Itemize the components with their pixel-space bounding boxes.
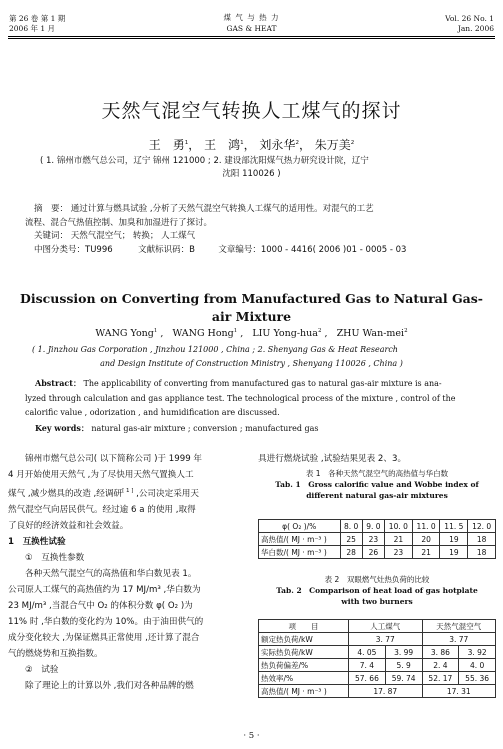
affiliation-en-line: ( 1. Jinzhou Gas Corporation , Jinzhou 121000 , China ; 2. Shenyang Gas & Heat Research [32,345,398,354]
table-header-cell: 8. 0 [340,520,362,533]
author-name-en: ZHU Wan-mei [336,328,405,340]
table-cell: 3. 77 [422,633,496,646]
table2-caption-en: with two burners [341,597,413,606]
author-affil-mark: 1 [184,140,189,146]
table-cell: 3. 77 [349,633,422,646]
body-right-column [258,451,496,467]
body-line [8,483,248,502]
author-separator: ， [188,138,201,152]
keywords-en: natural gas-air mixture ; conversion ; manufactured gas [91,423,319,433]
table-cell: 20 [412,533,440,546]
header-date-cn: 2006 年 1 月 [9,24,56,33]
table-cell: 19 [440,546,468,559]
table1 [258,519,496,559]
affiliation-cn-line: 沈阳 110026 ) [222,169,281,179]
table-cell: 5. 9 [385,659,422,672]
table-cell: 4. 05 [349,646,386,659]
author-affil-mark: 2 [350,140,355,146]
table-cell: 3. 92 [459,646,496,659]
keywords-cn-label: 关键词： [34,231,69,241]
table-cell: 7. 4 [349,659,386,672]
title-en-line: air Mixture [211,309,292,324]
table2-caption-en: Tab. 2 Comparison of heat load of gas hotplate [276,586,478,595]
table-row [259,659,496,672]
table-cell: 21 [384,533,412,546]
author-affil-mark: 2 [295,140,299,146]
author-name: 刘永华 [259,138,296,152]
author-affil-mark: 1 [153,328,158,334]
table-header-cell: 11. 5 [440,520,468,533]
body-line: 除了理论上的计算以外 ,我们对各种品牌的燃 [25,680,194,691]
table-row [259,646,496,659]
table-row [259,685,496,698]
table1-caption-en: different natural gas-air mixtures [306,491,448,500]
author-separator: ， [298,138,311,152]
table-cell: 4. 0 [459,659,496,672]
body-line: 4 月开始使用天然气 ,为了尽快用天然气置换人工 [8,470,194,480]
authors-cn [0,136,503,153]
table-row-label: 华白数/( MJ · m⁻³ ) [259,546,341,559]
header-journal-cn: 煤 气 与 热 力 [223,13,280,22]
table-cell: 3. 99 [385,646,422,659]
table2-caption [258,574,496,607]
table-cell: 55. 36 [459,672,496,685]
clc-value: TU996 [85,244,113,255]
page-number: · 5 · [243,731,260,741]
doc-code-value: B [189,244,195,255]
table-cell: 28 [340,546,362,559]
table-cell: 18 [468,546,496,559]
body-line: 锦州市燃气总公司( 以下简称公司 )于 1999 年 [25,454,203,464]
table-row-label: 实际热负荷/kW [259,646,349,659]
header-journal-en: GAS & HEAT [226,24,277,33]
table-cell: 25 [340,533,362,546]
table-row [259,546,496,559]
table-header-cell: 10. 0 [384,520,412,533]
table-row-label: 额定热负荷/kW [259,633,349,646]
body-text: 煤气 ,减少燃具的改造 ,经调研 [8,488,123,499]
affiliation-cn-line: ( 1. 锦州市燃气总公司，辽宁 锦州 121000 ; 2. 建设部沈阳煤气热力研究设计院，辽宁 [40,156,369,166]
body-line: 23 MJ/m³ ,当混合气中 O₂ 的体积分数 φ( O₂ )为 [8,600,193,611]
author-name: 王 勇 [148,138,185,152]
author-affil-mark: 2 [404,328,408,334]
table2 [258,619,496,698]
abstract-en-text-cont: calorific value , odorization , and humidification are discussed. [25,408,280,417]
abstract-cn-text-cont: 流程、混合气热值控制、加臭和加湿进行了探讨。 [25,217,213,228]
author-affil-mark: 1 [240,140,244,146]
article-title-en [0,290,503,326]
author-name: 王 鸿 [204,138,241,152]
table-row-label: 高热值/( MJ · m⁻³ ) [259,533,341,546]
title-en-line: Discussion on Converting from Manufactured Gas to Natural Gas- [20,291,483,306]
table-header-cell: 项 目 [259,620,349,633]
abstract-cn-label: 摘 要： [34,204,69,214]
header-volume: 第 26 卷 第 1 期 [9,14,66,23]
body-left-column [8,451,248,694]
table-row-label: 热效率/% [259,672,349,685]
keywords-en-label: Key words： [35,422,89,433]
table-header-cell: 天然气混空气 [422,620,496,633]
body-line: 气的燃烧势和互换指数。 [8,648,103,659]
table-cell: 57. 66 [349,672,386,685]
table-cell: 23 [362,533,384,546]
table-cell: 52. 17 [422,672,459,685]
table-row [259,533,496,546]
table-header-row [259,520,496,533]
author-affil-mark: 2 [317,328,322,334]
affiliation-en-line: and Design Institute of Construction Ministry , Shenyang 110026 , China ) [100,359,403,368]
article-no-label: 文章编号： [218,244,261,255]
table1-caption-en: Tab. 1 Gross calorific value and Wobbe index of [275,480,479,489]
abstract-en [25,376,490,436]
body-line: 具进行燃烧试验 ,试验结果见表 2、3。 [258,454,407,464]
authors-en: WANG Yong$^1$ , WANG Hong$^1$ , LIU Yong-hua$^2$ , ZHU Wan-mei$^2$ [95,328,408,340]
article-title-cn: 天然气混空气转换人工煤气的探讨 [101,100,402,122]
table-cell: 2. 4 [422,659,459,672]
table-cell: 21 [412,546,440,559]
header-volume-en: Vol. 26 No. 1 [445,14,494,23]
table2-caption-cn: 表 2 双眼燃气灶热负荷的比较 [324,575,430,584]
abstract-en-label: Abstract： [35,378,81,388]
body-line: 了良好的经济效益和社会效益。 [8,520,129,531]
body-line: 然气混空气向居民供气。经过逾 6 a 的使用 ,取得 [8,504,196,515]
author-separator: ， [243,138,256,152]
table-cell: 17. 87 [349,685,422,698]
body-line: 成分变化较大 ,为保证燃具正常使用 ,还计算了混合 [8,632,200,643]
abstract-cn [25,203,485,257]
header-rule-double [8,38,495,39]
table-header-cell: 12. 0 [468,520,496,533]
table-header-row [259,620,496,633]
abstract-en-text-cont: lyzed through calculation and gas appliance test. The technological process of the mixture , control of the [25,393,456,403]
subsection-heading: ① 互换性参数 [25,552,85,563]
table-cell: 17. 31 [422,685,496,698]
header-rule [8,36,495,37]
body-line: 公司原人工煤气的高热值约为 17 MJ/m³ ,华白数为 [8,584,201,595]
citation-mark: [ 1 ] [122,488,134,494]
table1-caption-cn: 表 1 各种天然气混空气的高热值与华白数 [305,469,449,478]
table-header-cell: 11. 0 [412,520,440,533]
doc-code-label: 文献标识码： [138,244,190,255]
abstract-en-text: The applicability of converting from manufactured gas to natural gas-air mixture is ana- [83,379,442,388]
body-text: ,公司决定采用天 [133,488,199,499]
author-name: 朱万美 [314,138,351,152]
author-name-en: WANG Yong [95,328,154,340]
table-cell: 18 [468,533,496,546]
table-header-cell: 9. 0 [362,520,384,533]
table-cell: 19 [440,533,468,546]
table-row-label: 热负荷偏差/% [259,659,349,672]
table-cell: 59. 74 [385,672,422,685]
subsection-heading: ② 试验 [25,664,59,675]
table-row [259,633,496,646]
author-affil-mark: 1 [233,328,238,334]
header-date-en: Jan. 2006 [457,24,494,33]
table-row-label: 高热值/( MJ · m⁻³ ) [259,685,349,698]
table-cell: 26 [362,546,384,559]
table-header-cell: φ( O₂ )/% [259,520,341,533]
author-name-en: LIU Yong-hua [252,328,318,340]
table-row [259,672,496,685]
body-line: 11% 时 ,华白数的变化约为 10%。由于油田供气的 [8,616,204,627]
clc-label: 中图分类号： [34,244,86,255]
article-no-value: 1000 - 4416( 2006 )01 - 0005 - 03 [260,244,407,255]
abstract-cn-text: 通过计算与燃具试验 ,分析了天然气混空气转换人工煤气的适用性。对混气的工艺 [70,204,374,214]
keywords-cn: 天然气混空气； 转换； 人工煤气 [70,231,196,241]
table-header-cell: 人工煤气 [349,620,422,633]
section-heading: 1 互换性试验 [8,536,66,547]
author-name-en: WANG Hong [172,328,234,340]
table-cell: 23 [384,546,412,559]
body-line: 各种天然气混空气的高热值和华白数见表 1。 [25,568,197,579]
table-cell: 3. 86 [422,646,459,659]
table1-caption [258,468,496,501]
